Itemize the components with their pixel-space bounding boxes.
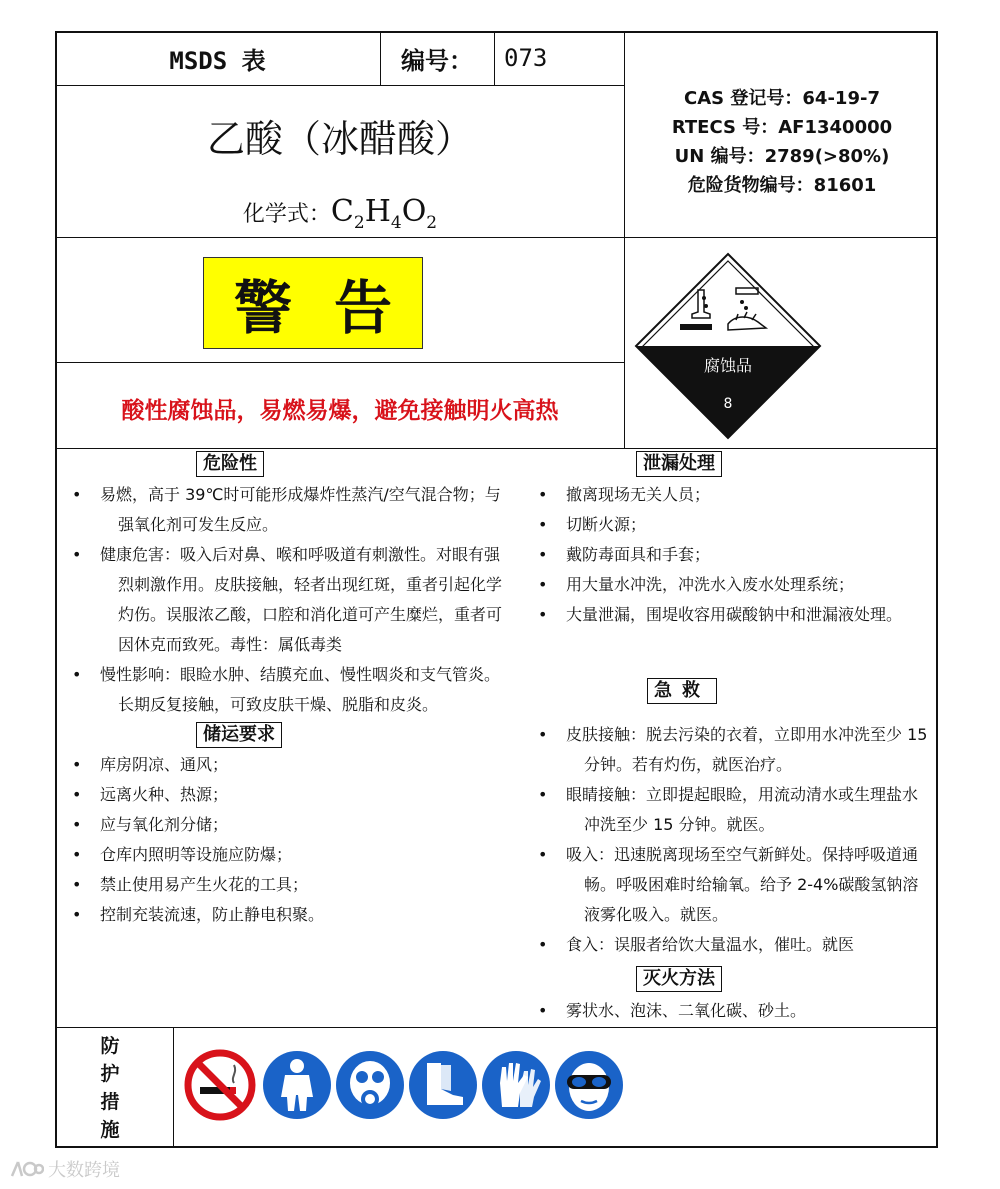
divider bbox=[55, 237, 938, 238]
no-smoking-icon bbox=[184, 1049, 256, 1121]
storage-heading: 储运要求 bbox=[196, 722, 282, 748]
list-item: • 应与氧化剂分储； bbox=[72, 810, 512, 840]
list-item: • 切断火源； bbox=[538, 510, 928, 540]
divider bbox=[55, 448, 938, 449]
rtecs-number: RTECS 号：AF1340000 bbox=[671, 117, 893, 138]
watermark-text: 大数跨境 bbox=[48, 1160, 120, 1181]
storage-list bbox=[72, 750, 512, 930]
dangerous-goods-number: 危险货物编号：81601 bbox=[687, 175, 877, 196]
first-aid-list bbox=[538, 720, 933, 960]
list-item: • 健康危害：吸入后对鼻、喉和呼吸道有刺激性。对眼有强烈刺激作用。皮肤接触，轻者出现红斑，重者引起化学灼伤。误服浓乙酸，口腔和消化道可产生糜烂，重者可因休克而致死。毒性：属低毒类 bbox=[72, 540, 512, 660]
list-item: • 禁止使用易产生火花的工具； bbox=[72, 870, 512, 900]
formula-label: 化学式： bbox=[242, 202, 331, 227]
leak-heading: 泄漏处理 bbox=[636, 451, 722, 477]
list-item: • 眼睛接触：立即提起眼睑，用流动清水或生理盐水冲洗至少 15 分钟。就医。 bbox=[538, 780, 933, 840]
divider bbox=[55, 85, 625, 86]
protection-label: 防护措施 bbox=[100, 1035, 120, 1141]
watermark-logo-icon bbox=[8, 1158, 44, 1180]
warning-message: 酸性腐蚀品，易燃易爆，避免接触明火高热 bbox=[121, 398, 559, 424]
gas-mask-icon bbox=[334, 1049, 406, 1121]
warning-title: 警告 bbox=[233, 274, 434, 342]
identifier-list bbox=[626, 84, 938, 200]
fire-heading: 灭火方法 bbox=[636, 966, 722, 992]
chemical-formula: 化学式：$C_2H_4O_2$ bbox=[242, 194, 438, 233]
divider bbox=[55, 362, 625, 363]
list-item: • 易燃，高于 39℃时可能形成爆炸性蒸汽/空气混合物；与强氧化剂可发生反应。 bbox=[72, 480, 512, 540]
protective-suit-icon bbox=[261, 1049, 333, 1121]
hazard-class-label: 腐蚀品 bbox=[703, 356, 753, 375]
number-label: 编号： bbox=[401, 46, 473, 75]
list-item: • 皮肤接触：脱去污染的衣着，立即用水冲洗至少 15 分钟。若有灼伤，就医治疗。 bbox=[538, 720, 933, 780]
number-value: 073 bbox=[504, 44, 548, 72]
table-label: MSDS 表 bbox=[169, 46, 266, 75]
list-item: • 食入：误服者给饮大量温水，催吐。就医 bbox=[538, 930, 933, 960]
list-item: • 远离火种、热源； bbox=[72, 780, 512, 810]
hazard-class-number: 8 bbox=[723, 396, 733, 412]
watermark bbox=[8, 1156, 120, 1182]
divider bbox=[55, 1027, 938, 1028]
hazards-list bbox=[72, 480, 512, 720]
chemical-name: 乙酸（冰醋酸） bbox=[206, 117, 473, 161]
list-item: • 吸入：迅速脱离现场至空气新鲜处。保持呼吸道通畅。呼吸困难时给输氧。给予 2-4%碳酸氢钠溶液雾化吸入。就医。 bbox=[538, 840, 933, 930]
list-item: • 控制充装流速，防止静电积聚。 bbox=[72, 900, 512, 930]
list-item: • 慢性影响：眼睑水肿、结膜充血、慢性咽炎和支气管炎。长期反复接触，可致皮肤干燥、脱脂和皮炎。 bbox=[72, 660, 512, 720]
cas-number: CAS 登记号：64-19-7 bbox=[684, 88, 880, 109]
safety-boots-icon bbox=[407, 1049, 479, 1121]
fire-list bbox=[538, 996, 933, 1026]
safety-goggles-icon bbox=[553, 1049, 625, 1121]
divider bbox=[173, 1027, 174, 1148]
list-item: • 用大量水冲洗，冲洗水入废水处理系统； bbox=[538, 570, 928, 600]
list-item: • 仓库内照明等设施应防爆； bbox=[72, 840, 512, 870]
hazards-heading: 危险性 bbox=[196, 451, 264, 477]
list-item: • 撤离现场无关人员； bbox=[538, 480, 928, 510]
list-item: • 雾状水、泡沫、二氧化碳、砂土。 bbox=[538, 996, 933, 1026]
corrosive-hazard-sign bbox=[632, 250, 824, 442]
protective-gloves-icon bbox=[480, 1049, 552, 1121]
list-item: • 戴防毒面具和手套； bbox=[538, 540, 928, 570]
leak-list bbox=[538, 480, 928, 630]
warning-badge bbox=[203, 257, 434, 349]
first-aid-heading: 急救 bbox=[647, 678, 717, 704]
list-item: • 大量泄漏，围堤收容用碳酸钠中和泄漏液处理。 bbox=[538, 600, 928, 630]
divider bbox=[624, 31, 625, 448]
list-item: • 库房阴凉、通风； bbox=[72, 750, 512, 780]
un-number: UN 编号：2789(>80%) bbox=[674, 146, 890, 167]
